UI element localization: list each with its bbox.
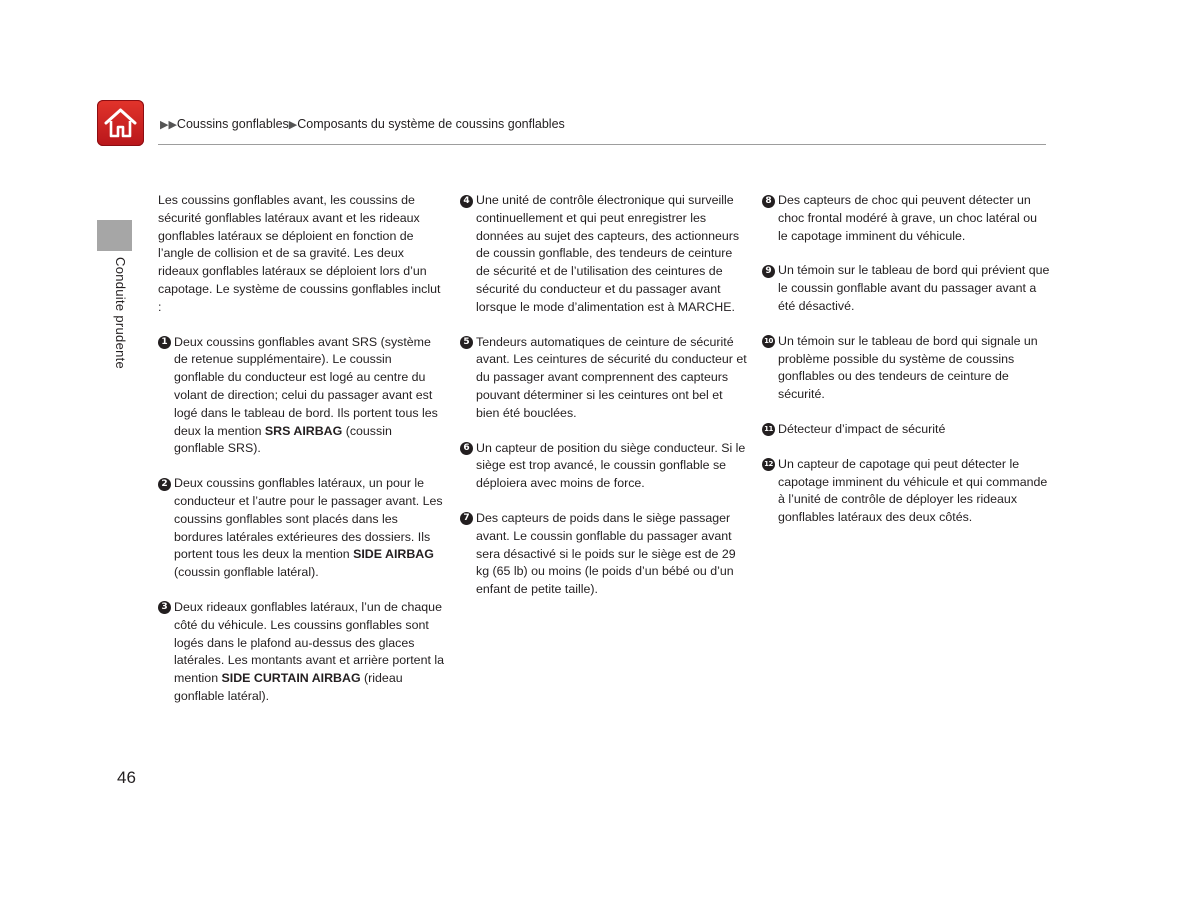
item-number: 2: [158, 478, 171, 491]
section-label: Conduite prudente: [113, 257, 128, 370]
item-number: 10: [762, 335, 775, 348]
item-number: 6: [460, 442, 473, 455]
item-number: 4: [460, 195, 473, 208]
item-text: Un capteur de position du siège conducteur. Si le siège est trop avancé, le coussin gonflable se déploiera avec moins de force.: [476, 440, 746, 491]
page-number: 46: [117, 768, 136, 787]
house-glyph: [103, 106, 138, 140]
item-text: Des capteurs de choc qui peuvent détecter un choc frontal modéré à grave, un choc latéral ou le capotage imminent du véhicule.: [778, 193, 1037, 243]
list-item: [762, 262, 1050, 315]
item-text: Un témoin sur le tableau de bord qui prévient que le coussin gonflable avant du passager avant a été désactivé.: [778, 263, 1050, 313]
item-text: Deux rideaux gonflables latéraux, l’un de chaque côté du véhicule. Les coussins gonflables sont logés dans le plafond au-dessus des glaces latérales. Les montants avant et arrière portent la mention SIDE CURTAIN AIRBAG (rideau gonflable latéral).: [174, 599, 444, 703]
triangle-right-icon: ▶▶: [160, 119, 177, 131]
item-number: 7: [460, 512, 473, 525]
list-item: [762, 421, 1050, 439]
column-2: [460, 192, 747, 616]
item-number: 5: [460, 336, 473, 349]
item-text: Des capteurs de poids dans le siège passager avant. Le coussin gonflable du passager avant sera désactivé si le poids sur le siège est de 29 kg (65 lb) ou moins (le poids d’un bébé ou d’un enfant de petite taille).: [476, 510, 736, 597]
breadcrumb: [160, 117, 565, 131]
item-text: Tendeurs automatiques de ceinture de sécurité avant. Les ceintures de sécurité du conducteur et du passager avant comprennent des capteurs pouvant déterminer si les ceintures ont bel et bien été bouclées.: [476, 334, 747, 420]
list-item: [460, 192, 747, 317]
item-text: Un témoin sur le tableau de bord qui signale un problème possible du système de coussins gonflables ou des tendeurs de ceinture de sécurité.: [778, 333, 1038, 402]
item-number: 9: [762, 265, 775, 278]
breadcrumb-current: Composants du système de coussins gonflables: [297, 117, 565, 131]
list-item: [762, 192, 1050, 245]
column-3: [762, 192, 1050, 544]
intro-paragraph: Les coussins gonflables avant, les coussins de sécurité gonflables latéraux avant et les rideaux gonflables latéraux se déploient en fonction de l’angle de collision et de sa gravité. Les deux rideaux gonflables latéraux se déploient lors d’un capotage. Le système de coussins gonflables inclut :: [158, 193, 441, 314]
home-icon[interactable]: [97, 100, 144, 146]
item-number: 3: [158, 601, 171, 614]
item-number: 11: [762, 423, 775, 436]
list-item: [762, 333, 1050, 404]
column-1: [158, 192, 444, 723]
list-item: [460, 334, 747, 423]
item-number: 1: [158, 336, 171, 349]
header-divider: [158, 144, 1046, 145]
list-item: [158, 475, 444, 582]
list-item: [460, 510, 747, 599]
item-text: Détecteur d’impact de sécurité: [778, 421, 946, 436]
triangle-right-icon: ▶: [288, 119, 298, 131]
item-number: 12: [762, 458, 775, 471]
item-number: 8: [762, 195, 775, 208]
item-text: Deux coussins gonflables avant SRS (système de retenue supplémentaire). Le coussin gonflable du conducteur est logé au centre du volant de direction; celui du passager avant est logé dans le tableau de bord. Ils portent tous les deux la mention SRS AIRBAG (coussin gonflable SRS).: [174, 334, 438, 456]
list-item: [158, 599, 444, 706]
item-text: Une unité de contrôle électronique qui surveille continuellement et qui peut enregistrer les données au sujet des capteurs, des actionneurs de coussin gonflable, des tendeurs de ceinture de sécurité et de l’utilisation des ceintures de sécurité du conducteur et du passager avant lorsque le mode d’alimentation est à MARCHE.: [476, 193, 740, 314]
item-text: Deux coussins gonflables latéraux, un pour le conducteur et l’autre pour le passager avant. Les coussins gonflables sont placés dans les bordures latérales extérieures des dossiers. Ils portent tous les deux la mention SIDE AIRBAG (coussin gonflable latéral).: [174, 476, 443, 580]
section-tab[interactable]: [97, 220, 132, 251]
list-item: [158, 334, 444, 459]
list-item: [460, 440, 747, 493]
list-item: [762, 456, 1050, 527]
breadcrumb-link-airbags[interactable]: Coussins gonflables: [176, 117, 289, 131]
item-text: Un capteur de capotage qui peut détecter le capotage imminent du véhicule et qui commande à l’unité de contrôle de déployer les rideaux gonflables latéraux des deux côtés.: [778, 456, 1048, 525]
